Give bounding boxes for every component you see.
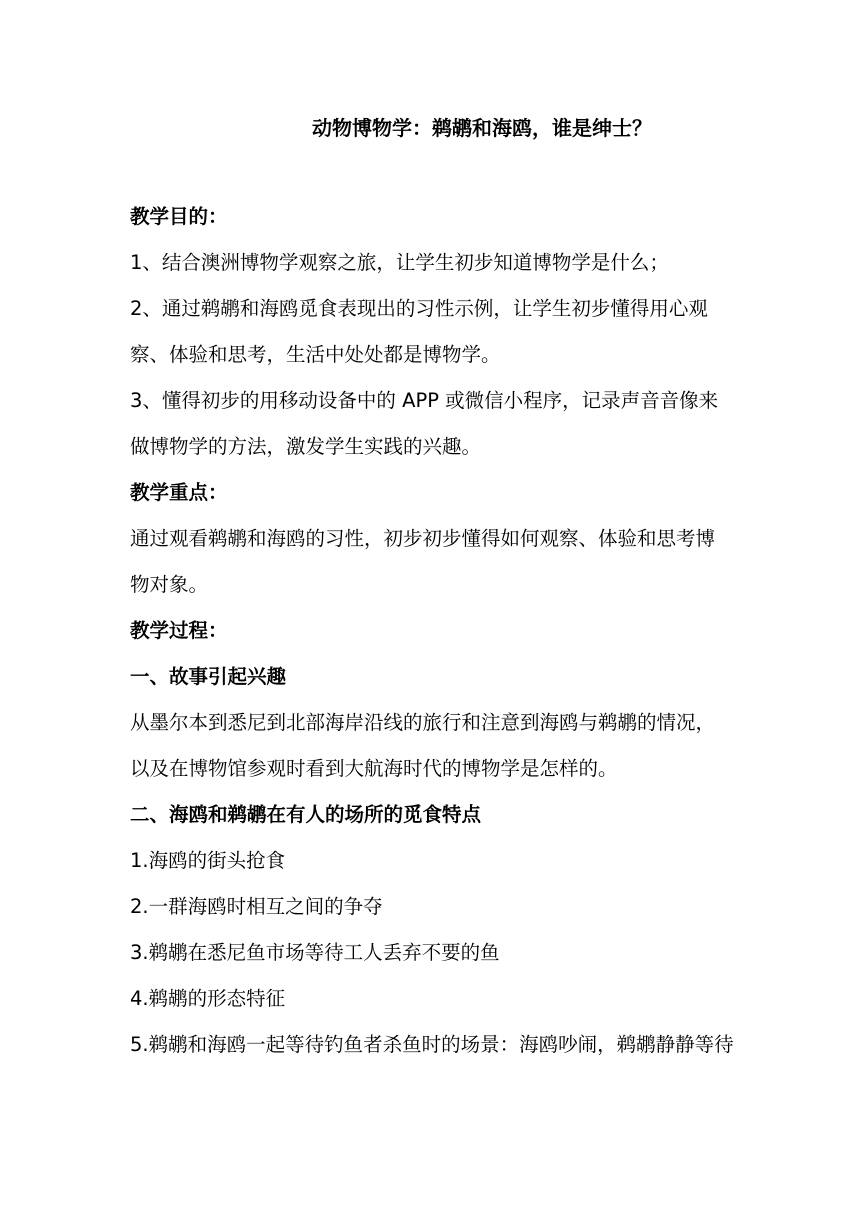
section-2-heading: 二、海鸥和鹈鹕在有人的场所的觅食特点 bbox=[130, 803, 482, 826]
list-item-5: 5.鹈鹕和海鸥一起等待钓鱼者杀鱼时的场景：海鸥吵闹，鹈鹕静静等待 bbox=[130, 1033, 734, 1056]
list-item-4: 4.鹈鹕的形态特征 bbox=[130, 987, 286, 1010]
document-body bbox=[130, 200, 734, 1074]
list-item-2: 2.一群海鸥时相互之间的争夺 bbox=[130, 895, 383, 918]
section-1-heading: 一、故事引起兴趣 bbox=[130, 665, 287, 688]
process-heading: 教学过程： bbox=[130, 619, 228, 642]
objective-2: 2、通过鹈鹕和海鸥觅食表现出的习性示例，让学生初步懂得用心观察、体验和思考，生活中处处都是博物学。 bbox=[130, 297, 708, 366]
focus-text: 通过观看鹈鹕和海鸥的习性，初步初步懂得如何观察、体验和思考博物对象。 bbox=[130, 527, 716, 596]
document-title: 动物博物学：鹈鹕和海鸥，谁是绅士？ bbox=[312, 116, 652, 140]
section-1-text: 从墨尔本到悉尼到北部海岸沿线的旅行和注意到海鸥与鹈鹕的情况，以及在博物馆参观时看到大航海时代的博物学是怎样的。 bbox=[130, 711, 716, 780]
objective-1: 1、结合澳洲博物学观察之旅，让学生初步知道博物学是什么； bbox=[130, 251, 669, 274]
list-item-3: 3.鹈鹕在悉尼鱼市场等待工人丢弃不要的鱼 bbox=[130, 941, 500, 964]
list-item-1: 1.海鸥的街头抢食 bbox=[130, 849, 286, 872]
focus-heading: 教学重点： bbox=[130, 481, 228, 504]
objectives-heading: 教学目的： bbox=[130, 205, 228, 228]
objective-3: 3、懂得初步的用移动设备中的 APP 或微信小程序，记录声音音像来做博物学的方法，激发学生实践的兴趣。 bbox=[130, 389, 719, 458]
